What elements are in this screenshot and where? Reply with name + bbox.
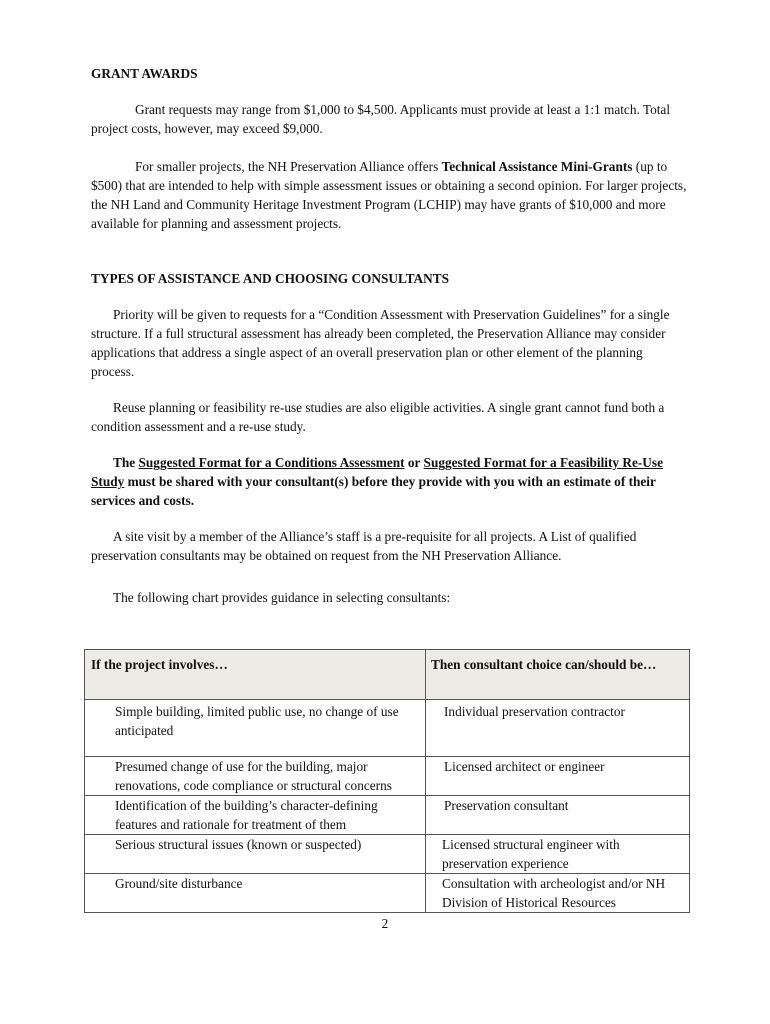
page-number: 2 <box>381 916 389 931</box>
project-cell: Presumed change of use for the building, major renovations, code compliance or structural concerns <box>85 757 426 796</box>
site-visit-paragraph: A site visit by a member of the Alliance’s staff is a pre-requisite for all projects. A List of qualified preservation consultants may be obtained on request from the NH Preservation Alliance. <box>91 529 637 563</box>
suggested-format-text-b: or <box>404 455 424 470</box>
project-cell: Simple building, limited public use, no change of use anticipated <box>85 700 426 757</box>
mini-grants-paragraph <box>91 157 687 233</box>
header-project: If the project involves… <box>85 650 426 700</box>
consultant-cell: Licensed architect or engineer <box>426 757 690 796</box>
table-row <box>85 835 690 874</box>
consultant-guidance-table <box>84 649 690 913</box>
consultant-cell: Individual preservation contractor <box>426 700 690 757</box>
suggested-format-text-c: must be shared with your consultant(s) before they provide with you with an estimate of their services and costs. <box>91 474 656 508</box>
feasibility-study-format-link[interactable]: Suggested Format for a Feasibility Re-Use Study <box>91 455 663 489</box>
grant-range-paragraph: Grant requests may range from $1,000 to $4,500. Applicants must provide at least a 1:1 match. Total project costs, however, may exceed $9,000. <box>91 102 671 136</box>
mini-grants-text-post: (up to $500) that are intended to help with simple assessment issues or obtaining a second opinion. For larger projects, the NH Land and Community Heritage Investment Program (LCHIP) may have grants of $10,000 and more available for planning and assessment projects. <box>91 159 687 231</box>
table-row <box>85 700 690 757</box>
mini-grants-text-pre: For smaller projects, the NH Preservation Alliance offers <box>135 159 442 174</box>
chart-intro-paragraph: The following chart provides guidance in selecting consultants: <box>113 590 451 605</box>
consultant-cell: Preservation consultant <box>426 796 690 835</box>
suggested-format-paragraph <box>91 453 687 510</box>
project-cell: Serious structural issues (known or suspected) <box>85 835 426 874</box>
project-cell: Identification of the building’s character-defining features and rationale for treatment of them <box>85 796 426 835</box>
header-consultant: Then consultant choice can/should be… <box>426 650 690 700</box>
assistance-heading: TYPES OF ASSISTANCE AND CHOOSING CONSULTANTS <box>91 271 450 286</box>
priority-paragraph: Priority will be given to requests for a “Condition Assessment with Preservation Guidelines” for a single structure. If a full structural assessment has already been completed, the Preservation Alliance may consider applications that address a single aspect of an overall preservation plan or other element of the planning process. <box>91 307 670 379</box>
table-row <box>85 796 690 835</box>
table-row <box>85 874 690 913</box>
reuse-paragraph: Reuse planning or feasibility re-use studies are also eligible activities. A single grant cannot fund both a condition assessment and a re-use study. <box>91 400 665 434</box>
suggested-format-text-a: The <box>113 455 139 470</box>
document-page <box>91 64 687 607</box>
consultant-cell: Consultation with archeologist and/or NH Division of Historical Resources <box>426 874 690 913</box>
table-row <box>85 757 690 796</box>
grant-awards-heading: GRANT AWARDS <box>91 66 198 81</box>
project-cell: Ground/site disturbance <box>85 874 426 913</box>
consultant-cell: Licensed structural engineer with preservation experience <box>426 835 690 874</box>
conditions-assessment-format-link[interactable]: Suggested Format for a Conditions Assessment <box>138 455 405 470</box>
mini-grants-bold-term: Technical Assistance Mini-Grants <box>441 159 633 174</box>
table-header-row <box>85 650 690 700</box>
